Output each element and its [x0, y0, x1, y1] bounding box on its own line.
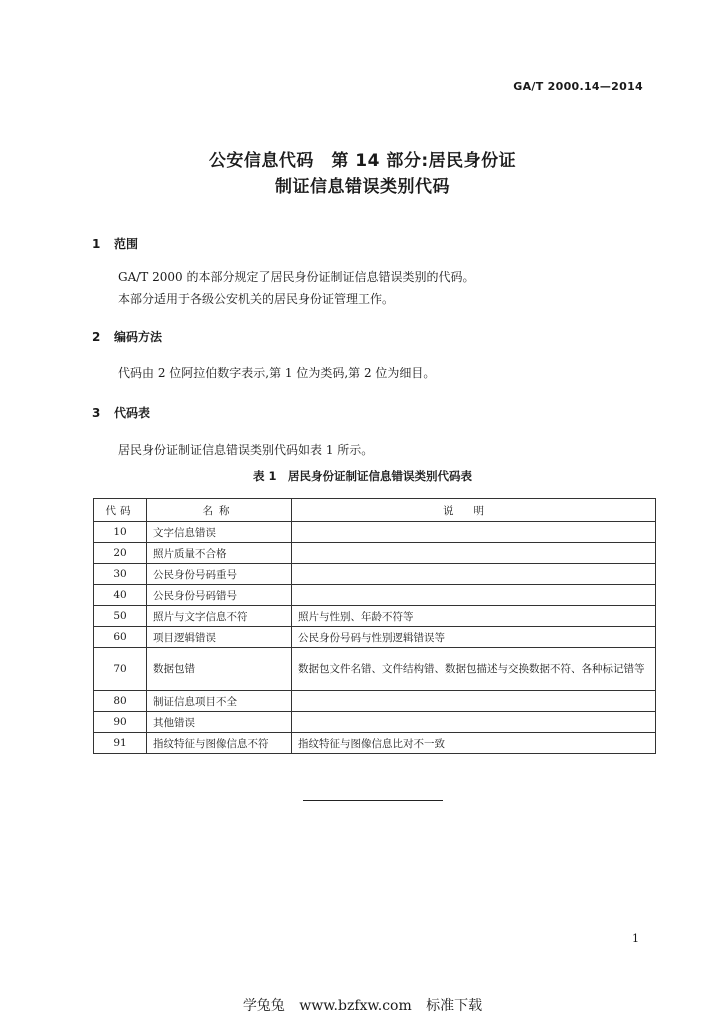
section-1-heading: [92, 235, 138, 252]
cell-name: 其他错误: [147, 712, 292, 733]
cell-code: 40: [94, 585, 147, 606]
table-row: [94, 606, 656, 627]
header-name: 名称: [147, 499, 292, 522]
cell-code: 30: [94, 564, 147, 585]
cell-name: 指纹特征与图像信息不符: [147, 733, 292, 754]
cell-name: 公民身份号码错号: [147, 585, 292, 606]
cell-description: 照片与性别、年龄不符等: [292, 606, 656, 627]
cell-name: 制证信息项目不全: [147, 691, 292, 712]
cell-description: [292, 712, 656, 733]
table-row: [94, 627, 656, 648]
cell-name: 公民身份号码重号: [147, 564, 292, 585]
cell-code: 91: [94, 733, 147, 754]
end-rule: [303, 800, 443, 801]
section-title: 编码方法: [114, 330, 163, 344]
table-caption: 表 1 居民身份证制证信息错误类别代码表: [252, 469, 472, 483]
header-description: 说明: [292, 499, 656, 522]
header-code: 代码: [94, 499, 147, 522]
section-3-heading: [92, 404, 150, 421]
section-title: 范围: [114, 237, 139, 251]
cell-code: 50: [94, 606, 147, 627]
cell-name: 文字信息错误: [147, 522, 292, 543]
table-row: [94, 564, 656, 585]
section-1-paragraph-2: 本部分适用于各级公安机关的居民身份证管理工作。: [118, 292, 395, 306]
cell-name: 照片质量不合格: [147, 543, 292, 564]
cell-code: 90: [94, 712, 147, 733]
section-2-heading: [92, 328, 162, 345]
cell-code: 70: [94, 648, 147, 691]
cell-description: 指纹特征与图像信息比对不一致: [292, 733, 656, 754]
table-header-row: [94, 499, 656, 522]
code-table: [93, 498, 656, 754]
table-row: [94, 648, 656, 691]
section-number: 1: [92, 237, 101, 251]
section-3-paragraph-1: 居民身份证制证信息错误类别代码如表 1 所示。: [118, 443, 374, 457]
section-title: 代码表: [114, 406, 151, 420]
section-number: 3: [92, 406, 101, 420]
cell-description: [292, 691, 656, 712]
table-row: [94, 712, 656, 733]
table-row: [94, 543, 656, 564]
table-row: [94, 522, 656, 543]
table-row: [94, 691, 656, 712]
cell-name: 照片与文字信息不符: [147, 606, 292, 627]
cell-description: [292, 564, 656, 585]
cell-description: 公民身份号码与性别逻辑错误等: [292, 627, 656, 648]
table-row: [94, 733, 656, 754]
page-number: 1: [632, 932, 639, 945]
cell-name: 数据包错: [147, 648, 292, 691]
standard-code: GA/T 2000.14—2014: [513, 80, 643, 93]
cell-code: 80: [94, 691, 147, 712]
section-2-paragraph-1: 代码由 2 位阿拉伯数字表示,第 1 位为类码,第 2 位为细目。: [118, 366, 436, 380]
section-1-paragraph-1: GA/T 2000 的本部分规定了居民身份证制证信息错误类别的代码。: [118, 270, 475, 284]
section-number: 2: [92, 330, 101, 344]
footer-watermark: 学兔兔 www.bzfxw.com 标准下载: [242, 998, 483, 1014]
cell-name: 项目逻辑错误: [147, 627, 292, 648]
cell-description: [292, 543, 656, 564]
document-title-line-2: 制证信息错误类别代码: [275, 177, 450, 197]
table-row: [94, 585, 656, 606]
cell-code: 60: [94, 627, 147, 648]
cell-description: 数据包文件名错、文件结构错、数据包描述与交换数据不符、各种标记错等: [292, 648, 656, 691]
cell-code: 20: [94, 543, 147, 564]
cell-description: [292, 585, 656, 606]
document-title-line-1: 公安信息代码 第 14 部分:居民身份证: [208, 151, 517, 171]
cell-description: [292, 522, 656, 543]
cell-code: 10: [94, 522, 147, 543]
